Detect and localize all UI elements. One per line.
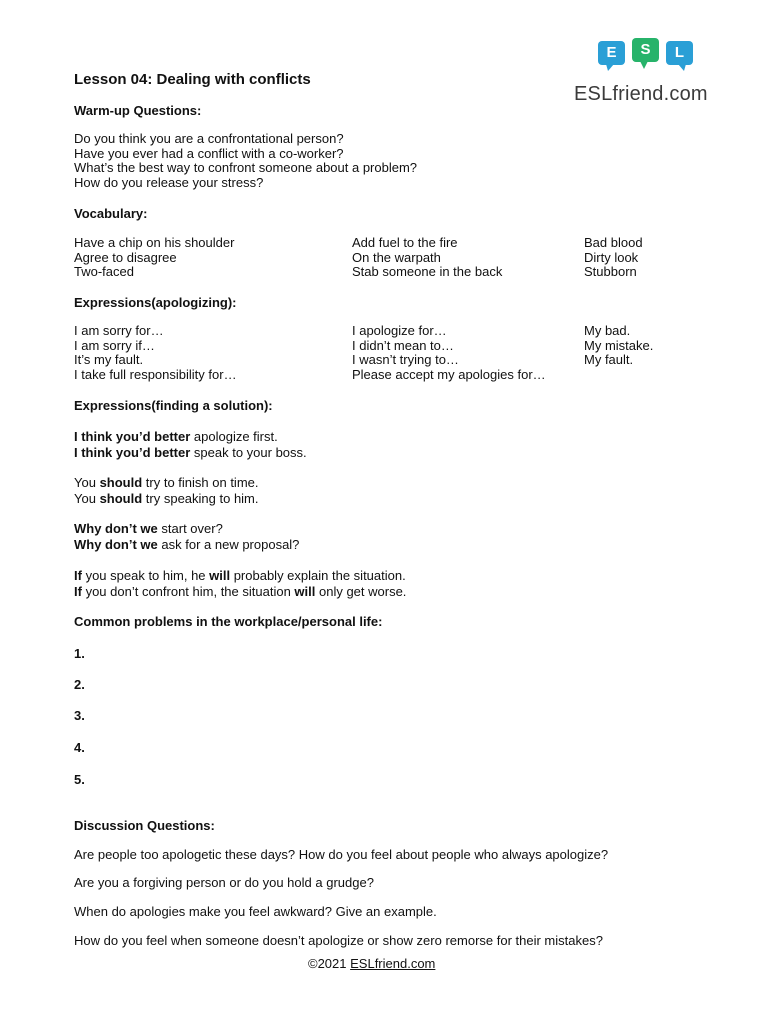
keyword: If [74, 583, 82, 599]
keyword: I think you’d better [74, 444, 191, 460]
warmup-question: What’s the best way to confront someone about a problem? [74, 160, 418, 176]
vocab-item: Dirty look [584, 249, 639, 265]
discussion-question: When do apologies make you feel awkward? Give an example. [74, 904, 437, 919]
sentence-rest: apologize first. [190, 429, 278, 444]
problem-number: 5. [74, 772, 85, 787]
keyword: If [74, 568, 82, 583]
expression-item: I am sorry for… [74, 323, 164, 338]
expression-item: I take full responsibility for… [74, 366, 237, 382]
sentence-rest: probably explain the situation. [230, 568, 406, 583]
vocab-item: Have a chip on his shoulder [74, 235, 235, 250]
problems-heading: Common problems in the workplace/personal life: [74, 614, 383, 629]
sentence-start: You [74, 490, 100, 506]
sentence-rest: start over? [157, 521, 223, 536]
warmup-question: Have you ever had a conflict with a co-worker? [74, 145, 344, 161]
expression-item: I didn’t mean to… [352, 337, 454, 353]
logo-letter-e: E [606, 44, 617, 61]
apologizing-column-3 [584, 324, 653, 368]
apologizing-heading: Expressions(apologizing): [74, 295, 237, 310]
solution-sentence [74, 521, 299, 537]
expression-item: My fault. [584, 352, 634, 368]
discussion-question: How do you feel when someone doesn’t apologize or show zero remorse for their mistakes? [74, 933, 603, 948]
footer-site-link[interactable]: ESLfriend.com [350, 956, 436, 971]
footer [308, 956, 435, 971]
expression-item: Please accept my apologies for… [352, 366, 546, 382]
problem-number: 3. [74, 708, 85, 723]
vocabulary-column-1 [74, 236, 234, 280]
expression-item: It’s my fault. [74, 352, 144, 368]
sentence-rest: try to finish on time. [142, 475, 259, 490]
discussion-question: Are you a forgiving person or do you hold a grudge? [74, 875, 374, 890]
vocabulary-heading: Vocabulary: [74, 206, 148, 221]
vocabulary-column-2 [352, 236, 502, 280]
logo-letter-s: S [640, 41, 651, 58]
sentence-rest: try speaking to him. [142, 490, 259, 506]
sentence-middle: you don’t confront him, the situation [81, 583, 295, 599]
warmup-questions [74, 132, 417, 190]
expression-item: My mistake. [584, 337, 654, 353]
vocab-item: Add fuel to the fire [352, 235, 458, 250]
solution-group-should [74, 475, 259, 506]
solution-group-why [74, 521, 299, 552]
problem-number: 2. [74, 677, 85, 692]
keyword: Why don’t we [74, 521, 158, 536]
expression-item: I apologize for… [352, 323, 447, 338]
vocab-item: Bad blood [584, 235, 643, 250]
solution-heading: Expressions(finding a solution): [74, 398, 273, 413]
solution-sentence [74, 537, 299, 553]
keyword: will [294, 583, 316, 599]
vocab-item: Stab someone in the back [352, 264, 503, 280]
vocab-item: Agree to disagree [74, 249, 177, 265]
eslfriend-logo [574, 36, 724, 108]
problem-number: 4. [74, 740, 85, 755]
apologizing-column-1 [74, 324, 237, 382]
expression-item: I wasn’t trying to… [352, 352, 459, 368]
keyword: will [209, 568, 231, 583]
keyword: Why don’t we [74, 536, 158, 552]
logo-site-name: ESLfriend.com [574, 83, 708, 105]
logo-bubble-tails [574, 36, 724, 76]
discussion-heading: Discussion Questions: [74, 818, 215, 833]
vocab-item: Two-faced [74, 264, 134, 280]
sentence-rest: speak to your boss. [190, 444, 307, 460]
warmup-question: How do you release your stress? [74, 174, 264, 190]
solution-sentence [74, 429, 307, 445]
copyright-text: ©2021 [308, 956, 351, 971]
solution-sentence [74, 568, 406, 584]
sentence-middle: you speak to him, he [81, 568, 210, 583]
expression-item: My bad. [584, 323, 631, 338]
discussion-question: Are people too apologetic these days? How do you feel about people who always apologize? [74, 847, 609, 862]
vocab-item: On the warpath [352, 249, 441, 265]
logo-letter-l: L [674, 44, 685, 61]
expression-item: I am sorry if… [74, 337, 155, 353]
solution-sentence [74, 445, 307, 461]
solution-sentence [74, 475, 259, 491]
vocabulary-column-3 [584, 236, 643, 280]
apologizing-column-2 [352, 324, 546, 382]
lesson-title: Lesson 04: Dealing with conflicts [74, 71, 311, 88]
solution-sentence [74, 491, 259, 507]
solution-sentence [74, 584, 406, 600]
vocab-item: Stubborn [584, 264, 637, 280]
solution-group-if [74, 568, 406, 599]
keyword: I think you’d better [74, 429, 191, 444]
sentence-rest: ask for a new proposal? [157, 536, 300, 552]
warmup-question: Do you think you are a confrontational person? [74, 131, 344, 146]
sentence-start: You [74, 475, 100, 490]
keyword: should [99, 490, 143, 506]
problem-number: 1. [74, 646, 85, 661]
keyword: should [99, 475, 143, 490]
sentence-rest: only get worse. [315, 583, 407, 599]
warmup-heading: Warm-up Questions: [74, 103, 202, 118]
solution-group-better [74, 429, 307, 460]
